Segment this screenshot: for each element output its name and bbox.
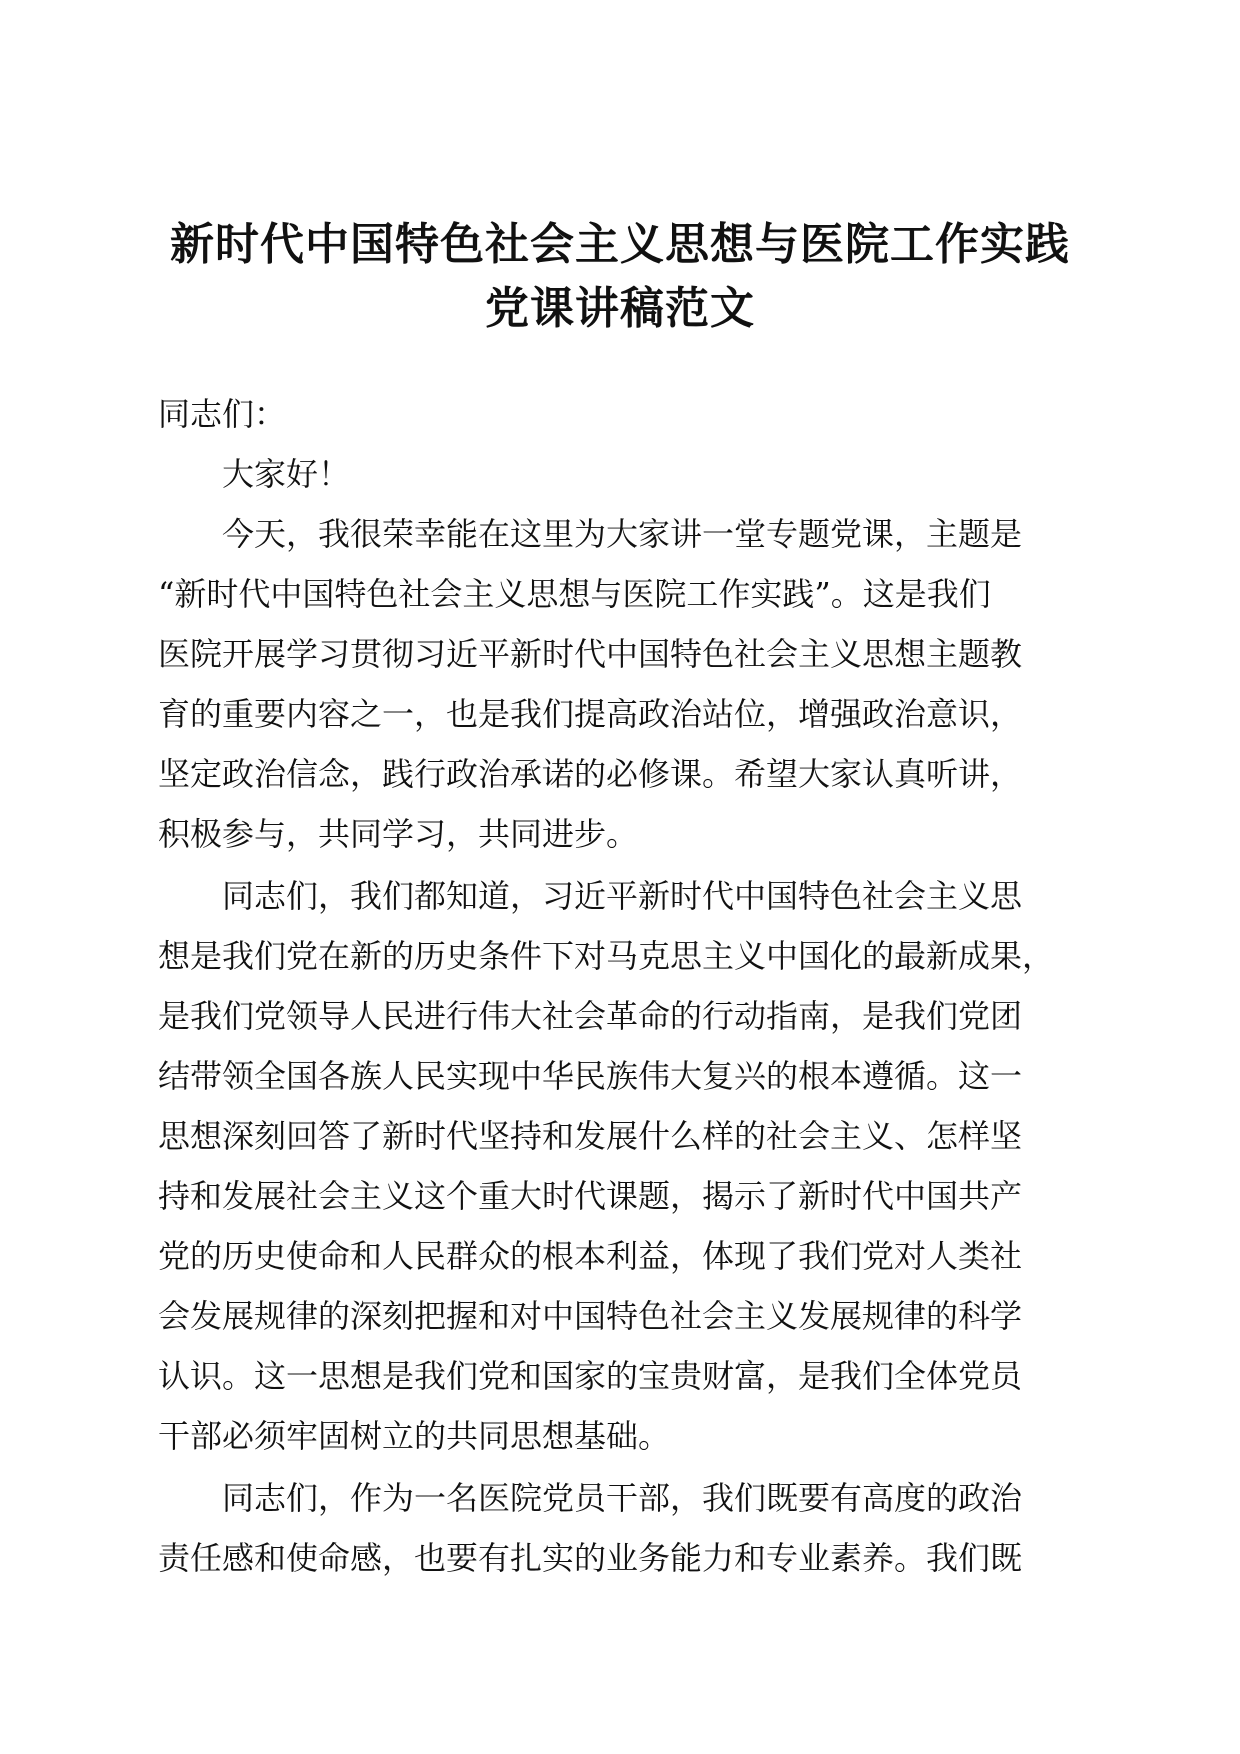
paragraph-line: 责任感和使命感，也要有扎实的业务能力和专业素养。我们既 [158, 1539, 1023, 1577]
paragraph-line: “新时代中国特色社会主义思想与医院工作实践”。这是我们 [158, 575, 991, 613]
document-title-line-1: 新时代中国特色社会主义思想与医院工作实践 [170, 219, 1070, 270]
paragraph-line: 党的历史使命和人民群众的根本利益，体现了我们党对人类社 [158, 1237, 1023, 1275]
paragraph-line: 同志们，作为一名医院党员干部，我们既要有高度的政治 [222, 1479, 1023, 1517]
document-title-line-2: 党课讲稿范文 [485, 283, 755, 334]
paragraph-line: 坚定政治信念，践行政治承诺的必修课。希望大家认真听讲， [158, 755, 1023, 793]
paragraph-line: 结带领全国各族人民实现中华民族伟大复兴的根本遵循。这一 [158, 1057, 1023, 1095]
paragraph-line: 育的重要内容之一，也是我们提高政治站位，增强政治意识， [158, 695, 1023, 733]
paragraph-greeting [158, 444, 1058, 504]
paragraph-thought-significance [158, 866, 1058, 1466]
paragraph-line: 思想深刻回答了新时代坚持和发展什么样的社会主义、怎样坚 [158, 1117, 1023, 1155]
salutation: 同志们： [158, 395, 287, 433]
paragraph-line: 会发展规律的深刻把握和对中国特色社会主义发展规律的科学 [158, 1297, 1023, 1335]
paragraph-line: 同志们，我们都知道，习近平新时代中国特色社会主义思 [222, 877, 1023, 915]
paragraph-line: 持和发展社会主义这个重大时代课题，揭示了新时代中国共产 [158, 1177, 1023, 1215]
paragraph-intro [158, 504, 1058, 864]
paragraph-line: 是我们党领导人民进行伟大社会革命的行动指南，是我们党团 [158, 997, 1023, 1035]
paragraph-line: 大家好！ [222, 455, 351, 493]
paragraph-line: 认识。这一思想是我们党和国家的宝贵财富，是我们全体党员 [158, 1357, 1023, 1395]
paragraph-line: 积极参与，共同学习，共同进步。 [158, 815, 639, 853]
paragraph-line: 医院开展学习贯彻习近平新时代中国特色社会主义思想主题教 [158, 635, 1023, 673]
paragraph-line: 想是我们党在新的历史条件下对马克思主义中国化的最新成果， [158, 937, 1055, 975]
paragraph-line: 干部必须牢固树立的共同思想基础。 [158, 1417, 671, 1455]
paragraph-hospital-cadre [158, 1468, 1058, 1588]
paragraph-line: 今天，我很荣幸能在这里为大家讲一堂专题党课，主题是 [222, 515, 1023, 553]
